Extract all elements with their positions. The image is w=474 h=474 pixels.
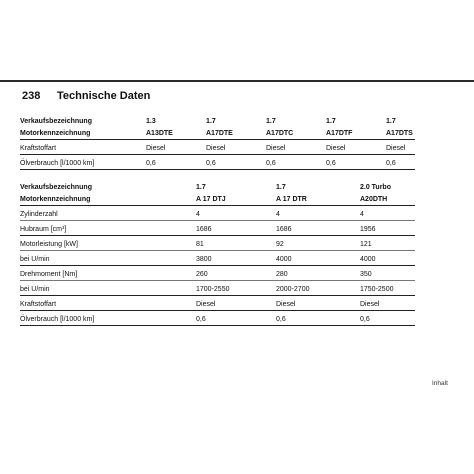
row-label: Motorleistung [kW] bbox=[20, 241, 78, 248]
row-label: Kraftstoffart bbox=[20, 301, 57, 308]
column-tick bbox=[276, 220, 298, 221]
table-cell: 2000-2700 bbox=[276, 286, 310, 293]
page-title: Technische Daten bbox=[57, 90, 151, 102]
page-number: 238 bbox=[22, 90, 41, 102]
column-tick bbox=[196, 280, 218, 281]
footer-contents-link[interactable]: Inhalt bbox=[432, 380, 448, 387]
table-cell: 1.7 bbox=[266, 118, 276, 125]
table-cell: 1.7 bbox=[206, 118, 216, 125]
row-label: Verkaufsbezeichnung bbox=[20, 118, 92, 125]
row-separator bbox=[20, 265, 415, 266]
row-separator bbox=[20, 295, 415, 296]
row-label: bei U/min bbox=[20, 286, 50, 293]
table-cell: 4 bbox=[196, 211, 200, 218]
table-header-row bbox=[20, 182, 415, 194]
table-cell: 0,6 bbox=[146, 160, 156, 167]
table-cell: 260 bbox=[196, 271, 208, 278]
table-cell: A17DTC bbox=[266, 130, 294, 137]
row-separator bbox=[20, 139, 415, 140]
table-cell: 0,6 bbox=[386, 160, 396, 167]
table-cell: 1956 bbox=[360, 226, 376, 233]
column-tick bbox=[266, 169, 288, 170]
table-cell: 4000 bbox=[360, 256, 376, 263]
table-cell: A13DTE bbox=[146, 130, 173, 137]
column-tick bbox=[206, 169, 228, 170]
row-label: bei U/min bbox=[20, 256, 50, 263]
table-cell: Diesel bbox=[146, 145, 166, 152]
table-cell: A 17 DTJ bbox=[196, 196, 226, 203]
table-cell: 2.0 Turbo bbox=[360, 184, 391, 191]
row-label: Ölverbrauch [l/1000 km] bbox=[20, 316, 95, 323]
table-cell: 121 bbox=[360, 241, 372, 248]
table-cell: Diesel bbox=[326, 145, 346, 152]
table-cell: Diesel bbox=[386, 145, 406, 152]
row-label: Motorkennzeichnung bbox=[20, 130, 91, 137]
table-cell: 1686 bbox=[196, 226, 212, 233]
table-cell: 3800 bbox=[196, 256, 212, 263]
table-cell: Diesel bbox=[360, 301, 380, 308]
row-label: Ölverbrauch [l/1000 km] bbox=[20, 160, 95, 167]
table-cell: 280 bbox=[276, 271, 288, 278]
table-cell: 1.7 bbox=[326, 118, 336, 125]
row-separator bbox=[20, 205, 415, 206]
table-cell: 4 bbox=[360, 211, 364, 218]
column-tick bbox=[276, 250, 298, 251]
row-label: Hubraum [cm³] bbox=[20, 226, 67, 233]
table-cell: 1.3 bbox=[146, 118, 156, 125]
table-cell: 4 bbox=[276, 211, 280, 218]
column-tick bbox=[326, 169, 348, 170]
column-tick bbox=[360, 220, 382, 221]
column-tick bbox=[276, 280, 298, 281]
table-cell: A20DTH bbox=[360, 196, 388, 203]
row-separator bbox=[20, 310, 415, 311]
table-cell: Diesel bbox=[266, 145, 286, 152]
row-label: Drehmoment [Nm] bbox=[20, 271, 78, 278]
table-cell: Diesel bbox=[196, 301, 216, 308]
column-tick bbox=[360, 325, 382, 326]
row-label: Motorkennzeichnung bbox=[20, 196, 91, 203]
table-cell: 81 bbox=[196, 241, 204, 248]
row-separator bbox=[20, 154, 415, 155]
table-cell: 1750-2500 bbox=[360, 286, 394, 293]
column-tick bbox=[360, 250, 382, 251]
top-rule bbox=[0, 80, 474, 82]
table-cell: 350 bbox=[360, 271, 372, 278]
table-cell: 92 bbox=[276, 241, 284, 248]
column-tick bbox=[360, 280, 382, 281]
table-cell: A 17 DTR bbox=[276, 196, 307, 203]
table-cell: 0,6 bbox=[360, 316, 370, 323]
table-cell: 1.7 bbox=[276, 184, 286, 191]
table-cell: 1.7 bbox=[196, 184, 206, 191]
table-cell: 1700-2550 bbox=[196, 286, 230, 293]
table-cell: 0,6 bbox=[196, 316, 206, 323]
column-tick bbox=[196, 250, 218, 251]
table-cell: Diesel bbox=[206, 145, 226, 152]
row-label: Verkaufsbezeichnung bbox=[20, 184, 92, 191]
table-header-row bbox=[20, 116, 415, 128]
table-cell: 1686 bbox=[276, 226, 292, 233]
table-cell: A17DTS bbox=[386, 130, 413, 137]
table-cell: A17DTF bbox=[326, 130, 353, 137]
column-tick bbox=[196, 220, 218, 221]
table-cell: 0,6 bbox=[206, 160, 216, 167]
table-cell: 0,6 bbox=[276, 316, 286, 323]
row-separator bbox=[20, 235, 415, 236]
table-cell: 0,6 bbox=[266, 160, 276, 167]
column-tick bbox=[146, 169, 168, 170]
column-tick bbox=[276, 325, 298, 326]
table-cell: 4000 bbox=[276, 256, 292, 263]
table-cell: A17DTE bbox=[206, 130, 233, 137]
row-label: Zylinderzahl bbox=[20, 211, 58, 218]
table-cell: 0,6 bbox=[326, 160, 336, 167]
column-tick bbox=[196, 325, 218, 326]
table-cell: 1.7 bbox=[386, 118, 396, 125]
table-cell: Diesel bbox=[276, 301, 296, 308]
column-tick bbox=[386, 169, 408, 170]
row-label: Kraftstoffart bbox=[20, 145, 57, 152]
